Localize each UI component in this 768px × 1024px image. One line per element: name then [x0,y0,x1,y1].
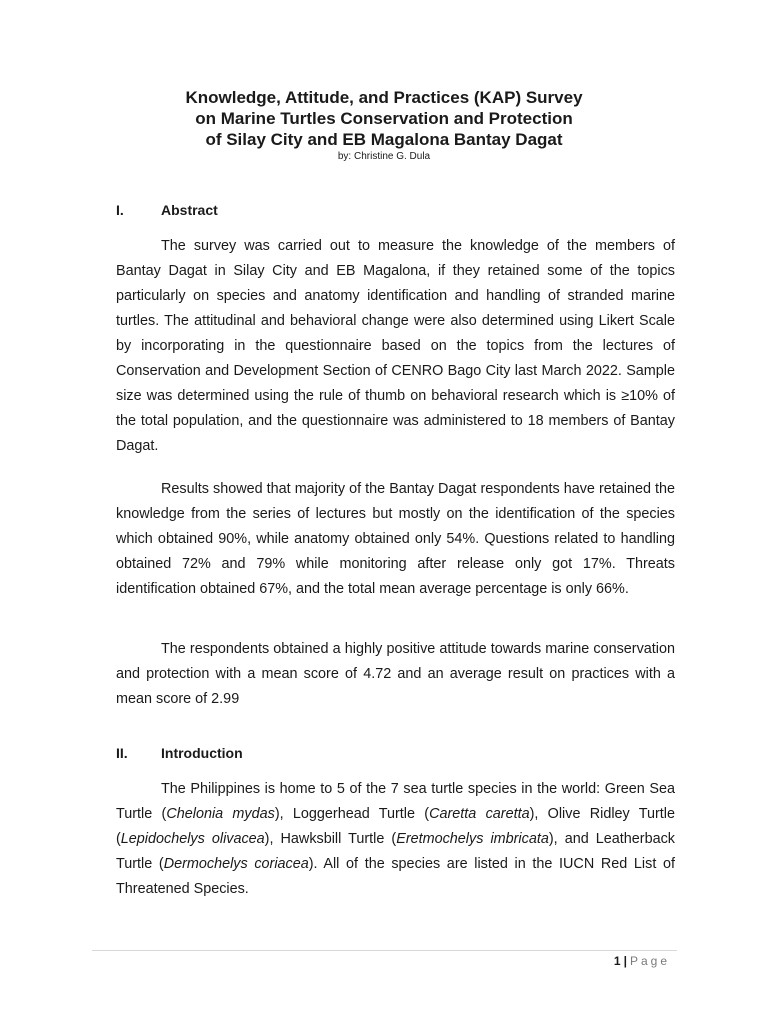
text-run: ), and Leatherback Turtle ( [116,831,675,872]
text-run: ), Loggerhead Turtle ( [274,806,430,822]
page-number: 1 [613,954,621,968]
section-title: Introduction [161,745,243,761]
abstract-paragraph-1: The survey was carried out to measure the knowledge of the members of Bantay Dagat in Silay City and EB Magalona, if they retained some of the topics particularly on species and anatomy identification and handling of stranded marine turtles. The attitudinal and behavioral change were also determined using Likert Scale by incorporating in the questionnaire based on the topics from the lectures of Conservation and Development Section of CENRO Bago City last March 2022. Sample size was determined using the rule of thumb on behavioral research which is ≥10% of the total population, and the questionnaire was administered to 18 members of Bantay Dagat. [116,238,675,454]
introduction-paragraph-1 [116,777,675,902]
abstract-paragraph-3: The respondents obtained a highly positive attitude towards marine conservation and protection with a mean score of 4.72 and an average result on practices with a mean score of 2.99 [116,641,675,707]
species-name: Eretmochelys imbricata [396,831,549,847]
document-subtitle: on Marine Turtles Conservation and Protection [195,109,573,128]
species-name: Lepidochelys olivacea [120,831,265,847]
text-run: The Philippines is home to 5 of the 7 sea turtle species in the world: Green Sea Turtle ( [116,781,675,822]
text-run: ), Hawksbill Turtle ( [264,831,397,847]
page-label: Page [629,954,670,968]
species-name: Caretta caretta [429,806,530,822]
species-name: Dermochelys coriacea [163,856,309,872]
document-subtitle-2: of Silay City and EB Magalona Bantay Dagat [205,130,563,149]
footer-divider [92,950,677,951]
document-title: Knowledge, Attitude, and Practices (KAP) Survey [185,88,583,107]
section-number: I. [116,202,124,218]
section-number: II. [116,745,128,761]
section-heading-abstract [116,201,218,219]
species-name: Chelonia mydas [166,806,275,822]
text-run: ), Olive Ridley Turtle ( [116,806,676,847]
abstract-paragraph-2: Results showed that majority of the Bantay Dagat respondents have retained the knowledge from the series of lectures but mostly on the identification of the species which obtained 90%, while anatomy obtained only 54%. Questions related to handling obtained 72% and 79% while monitoring after release only got 17%. Threats identification obtained 67%, and the total mean average percentage is only 66%. [116,481,675,597]
footer-separator: | [623,954,627,968]
page-footer [614,953,670,969]
text-run: ). All of the species are listed in the IUCN Red List of Threatened Species. [116,856,675,897]
section-heading-introduction [116,744,243,762]
author-byline: by: Christine G. Dula [337,151,431,162]
section-title: Abstract [161,202,218,218]
